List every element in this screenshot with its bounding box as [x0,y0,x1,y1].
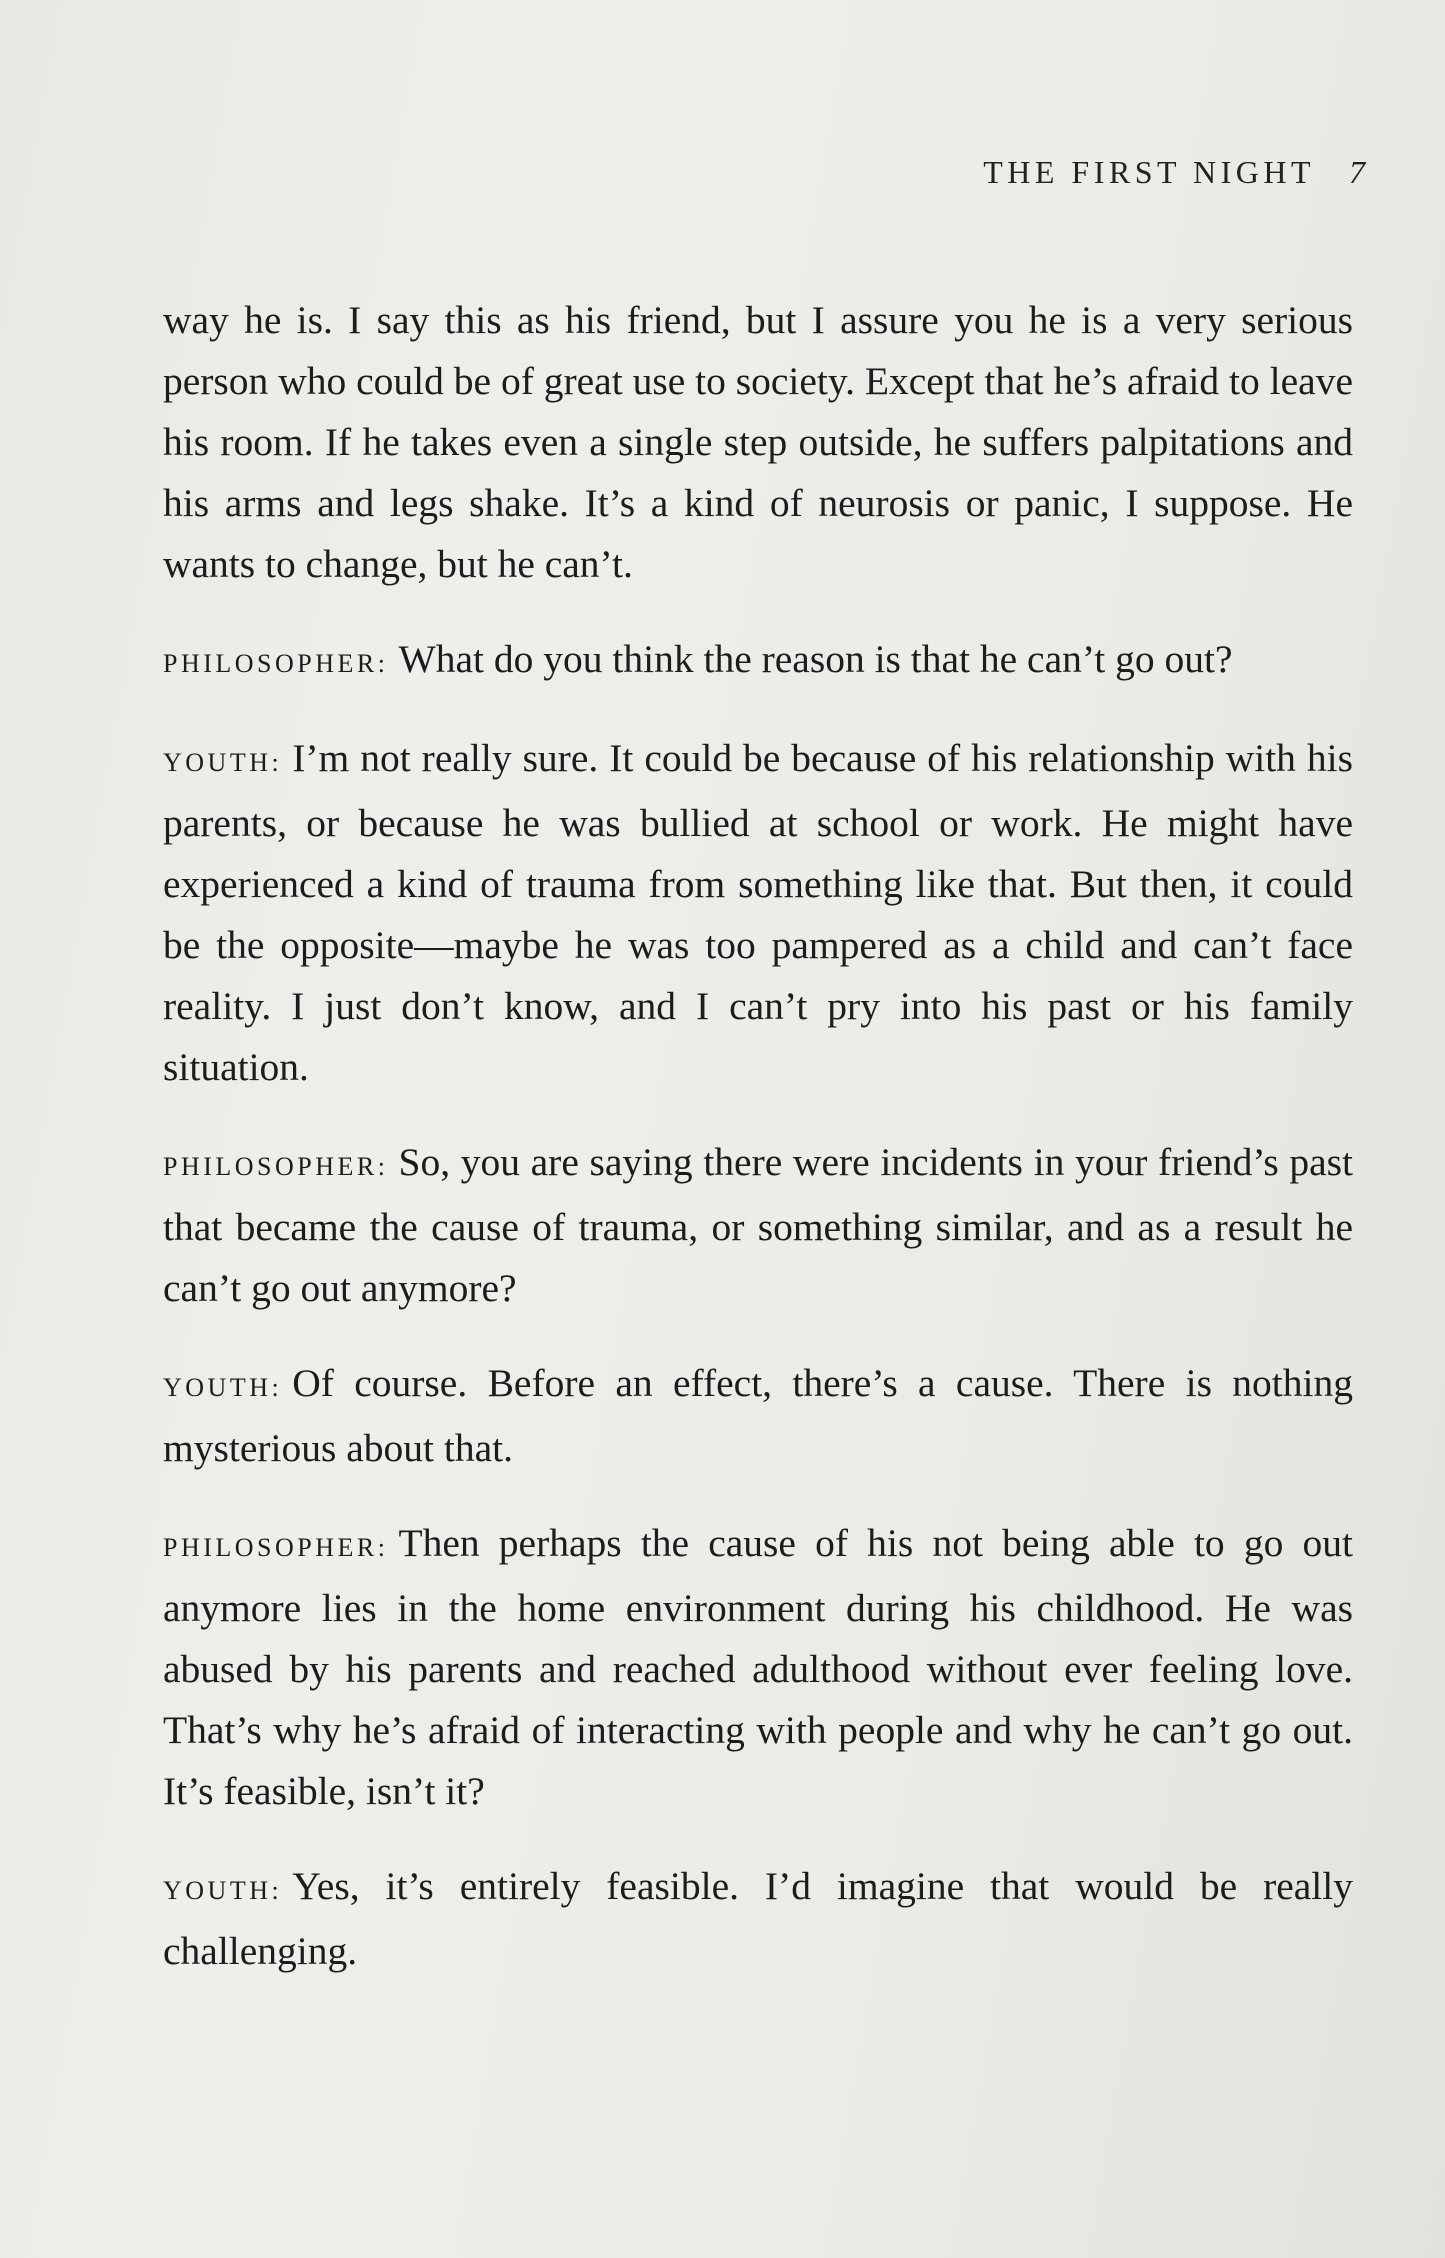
dialogue-paragraph [163,728,1353,1098]
paragraph-text: way he is. I say this as his friend, but I assure you he is a very serious person who could be of great use to society. Except that he’s afraid to leave his room. If he takes even a single step outside, he suffers palpitations and his arms and legs shake. It’s a kind of neurosis or panic, I suppose. He wants to change, but he can’t. [163,298,1353,586]
paragraph-text: So, you are saying there were incidents in your friend’s past that became the cause of trauma, or something similar, and as a result he can’t go out anymore? [163,1140,1353,1310]
paragraph-text: Yes, it’s entirely feasible. I’d imagine that would be really challenging. [163,1864,1353,1973]
paragraph-continued [163,290,1353,595]
speaker-label: YOUTH: [163,1373,283,1402]
paragraph-text: What do you think the reason is that he can’t go out? [398,637,1233,681]
dialogue-paragraph [163,1513,1353,1822]
dialogue-paragraph [163,1132,1353,1319]
page-number: 7 [1349,154,1365,190]
dialogue-paragraph [163,629,1353,694]
speaker-label: PHILOSOPHER: [163,1152,389,1181]
running-head [983,154,1365,191]
speaker-label: PHILOSOPHER: [163,649,389,678]
speaker-label: YOUTH: [163,1876,283,1905]
dialogue-paragraph [163,1856,1353,1982]
speaker-label: YOUTH: [163,748,283,777]
paragraph-text: I’m not really sure. It could be because of his relationship with his parents, or because he was bullied at school or work. He might have experienced a kind of trauma from something like that. But then, it could be the opposite—maybe he was too pampered as a child and can’t face reality. I just don’t know, and I can’t pry into his past or his family situation. [163,736,1353,1089]
speaker-label: PHILOSOPHER: [163,1533,389,1562]
body-text [163,290,1353,2016]
dialogue-paragraph [163,1353,1353,1479]
paragraph-text: Then perhaps the cause of his not being able to go out anymore lies in the home environment during his childhood. He was abused by his parents and reached adulthood without ever feeling love. That’s why he’s afraid of interacting with people and why he can’t go out. It’s feasible, isn’t it? [163,1521,1353,1813]
paragraph-text: Of course. Before an effect, there’s a cause. There is nothing mysterious about that. [163,1361,1353,1470]
chapter-title: THE FIRST NIGHT [983,154,1315,190]
